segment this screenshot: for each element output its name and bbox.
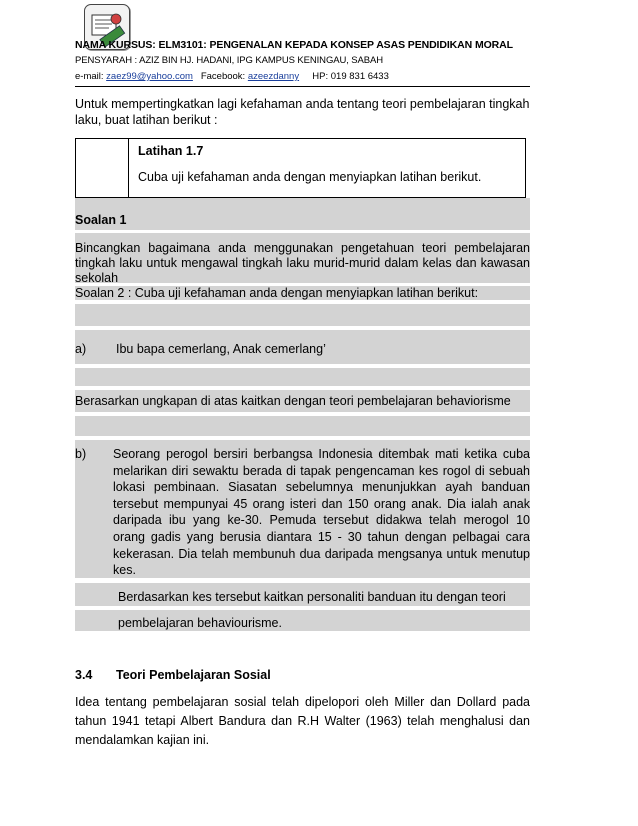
- soalan2-heading: Soalan 2 : Cuba uji kefahaman anda dengan menyiapkan latihan berikut:: [75, 286, 479, 300]
- soalan1-heading: Soalan 1: [75, 213, 127, 227]
- facebook-link[interactable]: azeezdanny: [247, 71, 300, 82]
- item-a-instruction: Berasarkan ungkapan di atas kaitkan dengan teori pembelajaran behaviorisme: [75, 394, 511, 408]
- lecturer-info: PENSYARAH : AZIZ BIN HJ. HADANI, IPG KAMPUS KENINGAU, SABAH: [75, 55, 384, 66]
- email-link[interactable]: zaez99@yahoo.com: [106, 71, 193, 82]
- exercise-title: Latihan 1.7: [138, 144, 204, 158]
- item-b-text: Seorang perogol bersiri berbangsa Indonesia ditembak mati ketika cuba melarikan diri sewaktu berada di tapak pengencaman kes rogol di sebuah lokasi pembinaan. Siasatan sebelumnya menunjukkan ayah banduan tersebut mempunyai 45 orang isteri dan 150 orang anak. Dia ialah anak daripada ibu yang ke-30. Pemuda tersebut didakwa telah merogol 10 orang gadis yang berusia diantara 15 - 30 tahun dengan pelbagai cara kekerasan. Dia telah membunuh dua daripada mengsanya untuk menutup kes.: [113, 447, 530, 578]
- blank-row: [75, 416, 530, 436]
- item-b-label: b): [75, 447, 87, 461]
- item-b-instruction-line1: Berdasarkan kes tersebut kaitkan personaliti banduan itu dengan teori: [118, 590, 506, 604]
- blank-row: [75, 368, 530, 386]
- facebook-label: Facebook:: [200, 71, 246, 82]
- item-a-label: a): [75, 342, 87, 356]
- email-label: e-mail:: [75, 71, 104, 82]
- item-a-text: Ibu bapa cemerlang, Anak cemerlang’: [116, 342, 326, 356]
- section-number: 3.4: [75, 668, 93, 682]
- phone-number: HP: 019 831 6433: [312, 71, 389, 82]
- section-title: Teori Pembelajaran Sosial: [116, 668, 271, 682]
- exercise-text: Cuba uji kefahaman anda dengan menyiapkan latihan berikut.: [138, 170, 482, 184]
- item-b-instruction-line2: pembelajaran behaviourisme.: [118, 616, 282, 630]
- header-divider: [75, 86, 530, 87]
- soalan1-heading-bar: [75, 198, 530, 230]
- contact-info: [75, 71, 389, 82]
- section-paragraph: Idea tentang pembelajaran sosial telah dipelopori oleh Miller dan Dollard pada tahun 1941 tetapi Albert Bandura dan R.H Walter (1963) telah menghalusi dan mendalamkan kajian ini.: [75, 695, 530, 747]
- exercise-box-divider: [128, 139, 129, 197]
- soalan1-body: Bincangkan bagaimana anda menggunakan pengetahuan teori pembelajaran tingkah laku untuk mengawal tingkah laku murid-murid dalam kelas dan kawasan sekolah: [75, 241, 530, 285]
- intro-text: Untuk mempertingkatkan lagi kefahaman anda tentang teori pembelajaran tingkah laku, buat latihan berikut :: [75, 97, 530, 127]
- course-name: NAMA KURSUS: ELM3101: PENGENALAN KEPADA KONSEP ASAS PENDIDIKAN MORAL: [75, 39, 513, 51]
- blank-row: [75, 304, 530, 326]
